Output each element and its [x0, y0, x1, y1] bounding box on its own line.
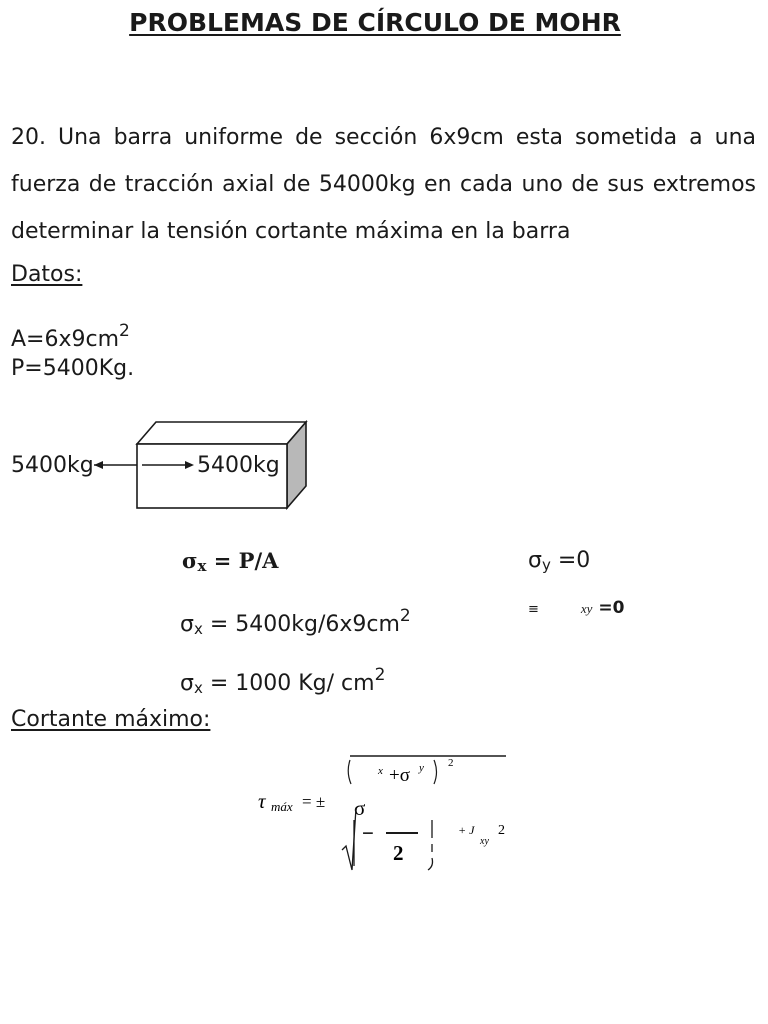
force-value: P=5400Kg. — [11, 356, 135, 381]
problem-statement: 20. Una barra uniforme de sección 6x9cm esta sometida a una fuerza de tracción axial de 54000kg en cada uno de sus extremos determinar la tensión cortante máxima en la barra — [11, 125, 756, 244]
formula-x: x — [378, 765, 383, 777]
formula-sigma: σ — [354, 796, 366, 820]
formula-tau-sub: máx — [271, 799, 293, 814]
top-right-paren — [434, 760, 437, 784]
right-force-label: 5400kg — [197, 453, 280, 478]
formula-minus: − — [362, 821, 374, 845]
sigma-x-definition: $\sigma_x = P/A$ — [182, 548, 279, 575]
tau-xy-value: ≡ xy =0 — [528, 598, 625, 618]
formula-plus-sigma: +σ — [389, 765, 410, 786]
formula-equals: = ± — [302, 792, 326, 811]
sigma-x-result: $\sigma_x = 1000$ Kg/ $cm^2$ — [180, 665, 386, 697]
formula-exp: 2 — [498, 823, 505, 838]
box-top-face — [137, 422, 306, 444]
formula-plus-j: + J — [458, 823, 475, 837]
formula-exp-top: 2 — [448, 757, 454, 769]
page-title: PROBLEMAS DE CÍRCULO DE MOHR — [129, 8, 621, 37]
right-paren-line — [428, 820, 433, 870]
formula-two: 2 — [393, 841, 404, 865]
cortante-heading: Cortante máximo: — [11, 707, 211, 732]
left-force-label: 5400kg — [11, 453, 94, 478]
sigma-x-substitution: $\sigma_x = 5400kg/6x9cm^2$ — [180, 606, 411, 638]
formula-tau: τ — [258, 789, 266, 813]
datos-heading: Datos: — [11, 262, 83, 287]
area-value: $A=6x9cm^2$ — [11, 321, 130, 352]
formula-y: y — [419, 762, 424, 774]
sigma-y-value: $\sigma_y =0$ — [528, 548, 591, 574]
max-shear-formula — [250, 748, 520, 878]
top-left-paren — [348, 760, 351, 784]
formula-xy: xy — [480, 836, 489, 847]
left-arrow-head-icon — [94, 461, 103, 469]
